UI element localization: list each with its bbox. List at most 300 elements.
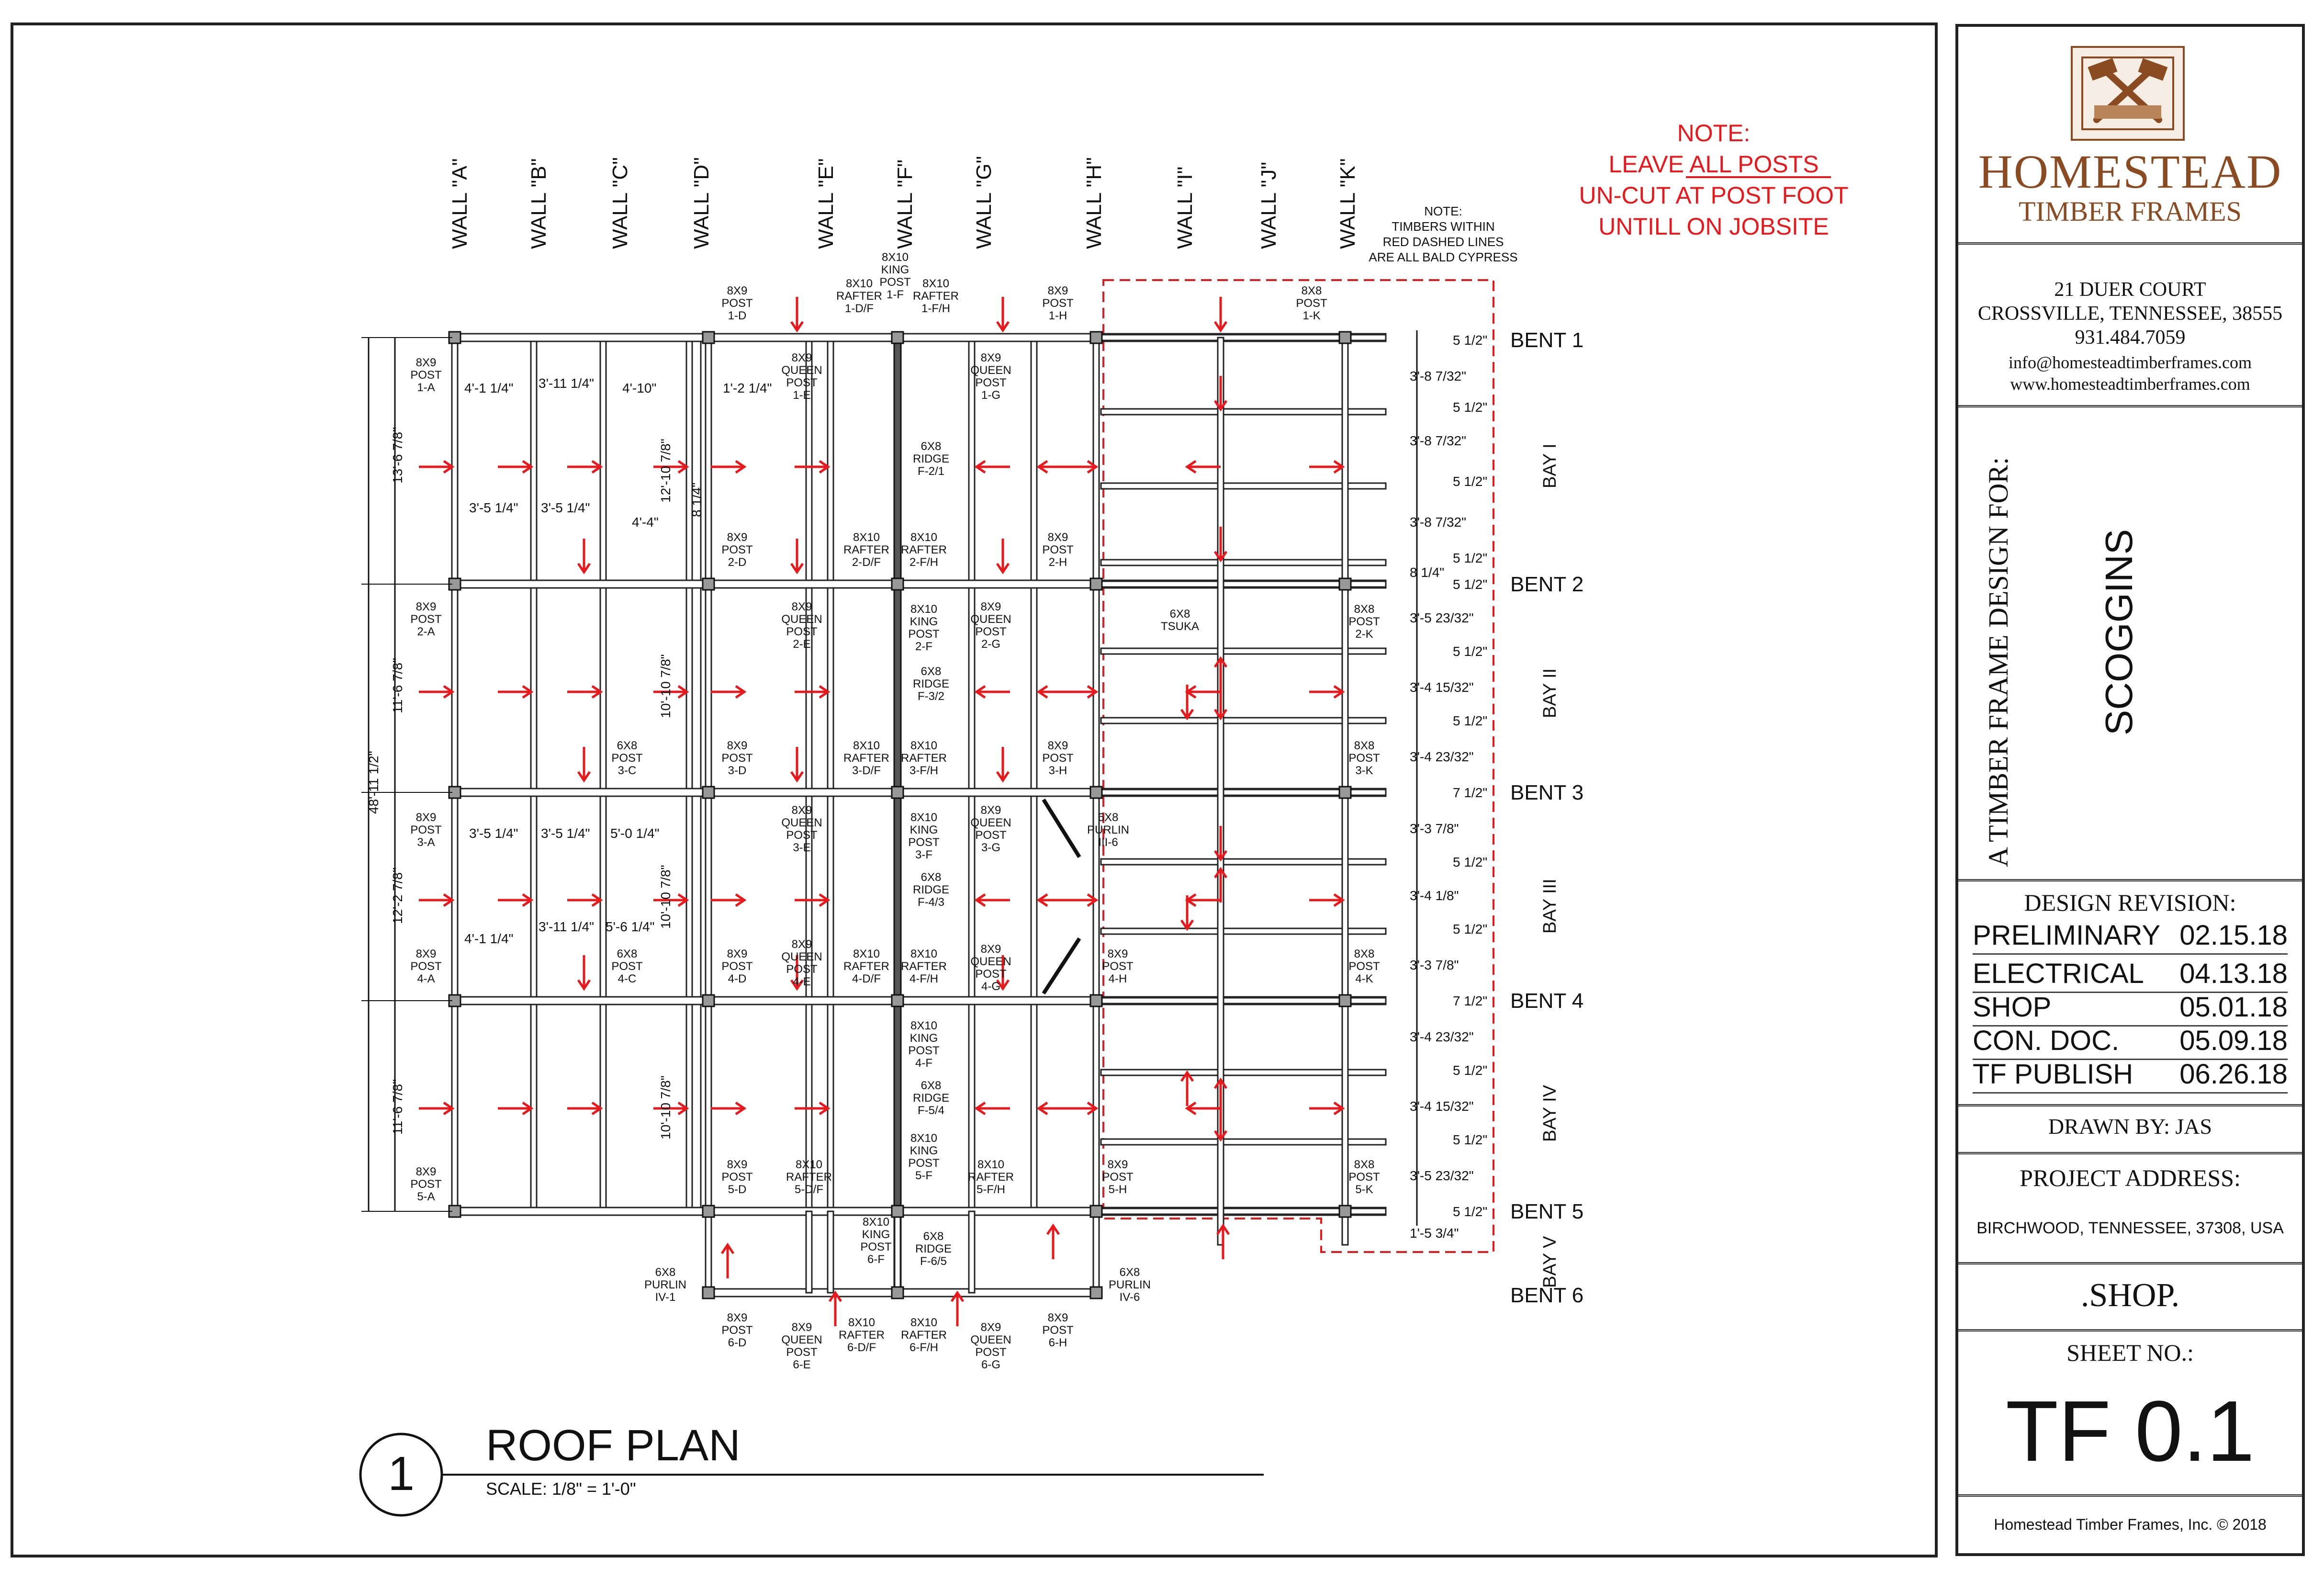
timber-label-line: 8X10: [910, 1132, 938, 1145]
wall-label-g: WALL "G": [972, 156, 996, 249]
timber-label-line: POST: [879, 276, 911, 289]
timber-label-line: 8X10: [910, 948, 938, 960]
top-dim: 3'-5 1/4": [541, 826, 590, 841]
timber-label-line: 8X9: [727, 284, 748, 297]
post-marker: [1090, 578, 1102, 590]
timber-label: [721, 1158, 753, 1196]
cypress-note-line1: NOTE:: [1424, 204, 1462, 218]
left-dim-1: 13'-6 7/8": [390, 427, 405, 484]
timber-label-line: 6X8: [617, 739, 638, 752]
timber-label-line: POST: [908, 836, 940, 849]
load-arrow: [977, 686, 1010, 698]
timber-label-line: RAFTER: [901, 960, 947, 973]
purlin: [706, 338, 711, 1211]
top-dim: 1'-2 1/4": [723, 381, 772, 395]
load-arrow: [419, 461, 452, 473]
bent-label-6: BENT 6: [1510, 1284, 1584, 1307]
timber-label: [901, 948, 947, 985]
right-dim: 1'-5 3/4": [1410, 1226, 1459, 1241]
timber-label-line: 8X10: [853, 739, 880, 752]
timber-label: [721, 948, 753, 985]
load-arrow: [1181, 1072, 1193, 1106]
top-dim: 3'-5 1/4": [541, 500, 590, 515]
timber-label: [908, 603, 940, 653]
right-dim: 7 1/2": [1453, 993, 1488, 1008]
load-arrow: [419, 894, 452, 906]
timber-label-line: POST: [786, 376, 818, 389]
timber-label-line: 3-H: [1048, 764, 1067, 777]
cypress-note-line2: TIMBERS WITHIN: [1392, 219, 1495, 234]
timber-label-line: 6X8: [1169, 608, 1190, 621]
timber-label-line: QUEEN: [970, 816, 1011, 829]
revision-label: PRELIMINARY: [1973, 920, 2161, 951]
homestead-logo: [2071, 46, 2185, 141]
bay-label-2: BAY II: [1540, 668, 1560, 718]
post-marker: [1090, 787, 1102, 798]
purlin: [969, 1211, 975, 1293]
timber-label-line: 1-F/H: [921, 302, 950, 315]
timber-label-line: PURLIN: [1087, 824, 1130, 836]
right-dim: 3'-5 23/32": [1410, 1168, 1474, 1183]
timber-label: [901, 531, 947, 569]
wall-label-a: WALL "A": [448, 158, 472, 249]
right-dim: 7 1/2": [1453, 785, 1488, 800]
timber-label-line: RAFTER: [843, 960, 889, 973]
timber-label-line: 8X9: [415, 811, 437, 824]
timber-label-line: 5-D/F: [795, 1183, 823, 1196]
load-arrow: [498, 894, 531, 906]
website: www.homesteadtimberframes.com: [2010, 374, 2250, 394]
timber-label-line: 5-K: [1355, 1183, 1373, 1196]
address-line1: 21 DUER COURT: [2054, 279, 2206, 301]
timber-label-line: 2-G: [981, 638, 1001, 651]
timber-label-line: 8X9: [1107, 948, 1128, 960]
timber-label-line: KING: [909, 824, 938, 836]
timber-label-line: 6-H: [1048, 1336, 1067, 1349]
timber-label-line: POST: [786, 829, 818, 842]
timber-label-line: QUEEN: [781, 816, 822, 829]
timber-label-line: POST: [908, 628, 940, 641]
load-arrow: [1063, 686, 1096, 698]
client-name: SCOGGINS: [2098, 529, 2140, 735]
load-arrow: [711, 686, 744, 698]
timber-label-line: KING: [909, 1032, 938, 1045]
top-dim: 3'-11 1/4": [539, 376, 594, 391]
post-note: [1579, 120, 1848, 240]
top-dim: 8 1/4": [689, 482, 704, 517]
load-arrow: [1309, 1103, 1343, 1114]
timber-label-line: POST: [860, 1241, 892, 1253]
timber-label-line: 6X8: [1098, 811, 1119, 824]
sheet-no-label: SHEET NO.:: [2066, 1339, 2194, 1366]
top-dim: 4'-1 1/4": [464, 381, 514, 395]
post-marker: [703, 332, 714, 343]
top-dim: 4'-10": [622, 381, 657, 395]
timber-label-line: 2-H: [1048, 556, 1067, 569]
timber-label-line: 8X9: [791, 600, 812, 613]
timber-label-line: 8X9: [1047, 284, 1068, 297]
post-marker: [1090, 1287, 1102, 1298]
revision-row: [1973, 958, 2288, 993]
timber-label-line: 3-C: [617, 764, 637, 777]
timber-label: [1348, 948, 1380, 985]
left-dim-4: 11'-6 7/8": [390, 1079, 405, 1135]
timber-label-line: QUEEN: [970, 955, 1011, 968]
right-dimension-texts: [1410, 333, 1487, 1241]
timber-label-line: QUEEN: [781, 950, 822, 963]
timber-label-line: QUEEN: [781, 1333, 822, 1346]
timber-label: [410, 811, 442, 849]
timber-label: [1348, 1158, 1380, 1196]
purlin: [895, 1211, 900, 1293]
revision-date: 05.01.18: [2179, 992, 2288, 1023]
post-note-line4: UNTILL ON JOBSITE: [1598, 213, 1829, 240]
timber-label-line: 4-C: [617, 972, 637, 985]
revision-row: [1973, 992, 2288, 1027]
timber-label-line: RAFTER: [901, 543, 947, 556]
timber-label-line: 3-D: [728, 764, 747, 777]
revision-date: 02.15.18: [2179, 920, 2288, 951]
timber-label: [901, 1316, 947, 1354]
load-arrow: [1215, 297, 1226, 330]
post-marker: [703, 578, 714, 590]
timber-label-line: 8X9: [980, 600, 1001, 613]
timber-label-line: 6-D/F: [847, 1341, 876, 1354]
load-arrow: [997, 297, 1009, 330]
timber-label-line: 1-E: [793, 389, 811, 402]
revision-date: 06.26.18: [2179, 1059, 2288, 1090]
timber-label-line: 1-K: [1302, 309, 1321, 322]
wall-label-j: WALL "J": [1257, 161, 1280, 249]
timber-label-line: 8X10: [848, 1316, 876, 1329]
load-arrow: [567, 1103, 601, 1114]
timber-label: [1102, 948, 1134, 985]
post-marker: [892, 578, 903, 590]
timber-label-line: 3-F/H: [909, 764, 938, 777]
load-arrow: [1063, 894, 1096, 906]
inner-dim-3: 10'-10 7/8": [658, 865, 673, 929]
load-arrow: [977, 894, 1010, 906]
timber-label: [410, 356, 442, 394]
timber-label-line: 4-G: [981, 980, 1001, 993]
timber-label-line: 8X8: [1354, 1158, 1375, 1171]
wall-label-e: WALL "E": [814, 158, 838, 249]
purlin: [686, 338, 692, 1211]
timber-label-line: 6-F: [867, 1253, 885, 1266]
purlin: [452, 338, 458, 1211]
right-dim: 5 1/2": [1453, 474, 1488, 489]
timber-label-line: 2-F/H: [909, 556, 938, 569]
timber-label-line: POST: [975, 625, 1007, 638]
bay-label-3: BAY III: [1540, 879, 1560, 934]
timber-label-line: IV-1: [655, 1291, 676, 1304]
timber-label: [1348, 739, 1380, 777]
timber-label: [1348, 603, 1380, 641]
timber-label-line: 5-A: [417, 1190, 435, 1203]
load-arrow: [1187, 894, 1221, 906]
timber-label: [410, 948, 442, 985]
timber-label-line: 6-E: [793, 1358, 811, 1371]
timber-label-line: RIDGE: [912, 452, 950, 465]
post-marker: [703, 787, 714, 798]
load-arrow: [997, 539, 1009, 572]
timber-label-line: 2-K: [1355, 628, 1373, 641]
post-marker: [703, 995, 714, 1006]
timber-label: [410, 1165, 442, 1203]
timber-label: [644, 1266, 686, 1304]
timber-label-line: POST: [1348, 615, 1380, 628]
bent-label-4: BENT 4: [1510, 989, 1584, 1013]
timber-label-line: 8X9: [727, 1158, 748, 1171]
timber-label-line: 8X10: [910, 1316, 938, 1329]
timber-label: [1296, 284, 1327, 322]
timber-label-line: 8X10: [910, 1019, 938, 1032]
revision-row: [1973, 1059, 2288, 1094]
wall-label-h: WALL "H": [1082, 157, 1106, 249]
project-address-label: PROJECT ADDRESS:: [2020, 1164, 2241, 1191]
timber-label-line: 1-A: [417, 381, 435, 394]
post-marker: [1339, 578, 1351, 590]
timber-label-line: 8X9: [980, 804, 1001, 817]
plan-title-text: ROOF PLAN: [486, 1421, 741, 1470]
timber-label-line: 2-A: [417, 625, 435, 638]
purlin: [828, 1211, 833, 1293]
wall-label-i: WALL "I": [1173, 166, 1197, 249]
timber-label-line: 1-H: [1048, 309, 1067, 322]
load-arrow: [1309, 894, 1343, 906]
timber-label-line: 2-D: [728, 556, 747, 569]
timber-label-line: 8X8: [1354, 739, 1375, 752]
right-dim: 3'-4 15/32": [1410, 1099, 1474, 1114]
timber-label-line: POST: [410, 960, 442, 973]
timber-label-line: 8X8: [1354, 948, 1375, 960]
timber-label-line: POST: [611, 960, 643, 973]
wall-label-b: WALL "B": [527, 158, 550, 249]
timber-label-line: PURLIN: [644, 1278, 687, 1291]
timber-label-line: 8X9: [415, 600, 437, 613]
timber-label-line: 8X8: [1354, 603, 1375, 616]
load-arrow: [711, 461, 744, 473]
wall-label-f: WALL "F": [893, 159, 917, 249]
load-arrow: [1187, 461, 1221, 473]
timber-label-line: RAFTER: [843, 543, 889, 556]
load-arrow: [1215, 527, 1226, 560]
timber-label-line: F-5/4: [917, 1104, 945, 1117]
timber-label-line: POST: [410, 1178, 442, 1191]
post-marker: [703, 1287, 714, 1298]
timber-label-line: 1-D/F: [845, 302, 874, 315]
timber-label: [786, 1158, 832, 1196]
right-dim: 8 1/4": [1410, 565, 1445, 580]
timber-label-line: KING: [909, 1144, 938, 1157]
cypress-note-line4: ARE ALL BALD CYPRESS: [1369, 250, 1518, 264]
load-arrow: [578, 539, 590, 572]
dimension-lines: [361, 330, 1417, 1226]
timber-label-line: POST: [410, 824, 442, 836]
timber-label-line: 3-D/F: [852, 764, 881, 777]
timber-label: [611, 739, 643, 777]
right-dim: 5 1/2": [1453, 577, 1488, 592]
purlin: [828, 338, 833, 1211]
timber-label-line: POST: [721, 543, 753, 556]
right-dim: 5 1/2": [1453, 713, 1488, 728]
timber-label-line: 8X10: [845, 277, 873, 290]
timber-label-line: POST: [721, 1324, 753, 1337]
phase: .SHOP.: [2080, 1277, 2180, 1314]
load-arrow: [1063, 1103, 1096, 1114]
right-dim: 3'-3 7/8": [1410, 821, 1459, 836]
purlin: [1031, 338, 1037, 1211]
bay-label-4: BAY IV: [1540, 1085, 1560, 1142]
timber-label-line: 6X8: [921, 665, 942, 678]
timber-label-line: POST: [1102, 960, 1134, 973]
timber-label-line: 1-F: [887, 288, 904, 301]
load-arrow: [977, 461, 1010, 473]
timber-label-line: 2-E: [793, 638, 811, 651]
timber-label-line: III-6: [1098, 836, 1118, 849]
timber-label-line: 2-F: [915, 640, 932, 653]
timber-label: [721, 739, 753, 777]
timber-label-line: POST: [1348, 752, 1380, 765]
bay-label-5: BAY V: [1540, 1236, 1560, 1288]
timber-label-line: 6X8: [1119, 1266, 1140, 1279]
timber-label-line: 8X9: [1107, 1158, 1128, 1171]
timber-label-line: QUEEN: [970, 1333, 1011, 1346]
post-note-line2: LEAVE ALL POSTS: [1608, 151, 1819, 178]
timber-label-line: POST: [786, 625, 818, 638]
revision-date: 04.13.18: [2179, 958, 2288, 989]
timber-label-line: 6-F/H: [909, 1341, 938, 1354]
timber-label-line: 8X10: [910, 811, 938, 824]
brace: [1044, 938, 1079, 993]
timber-label: [839, 1316, 885, 1354]
timber-label-line: 4-D/F: [852, 972, 881, 985]
timber-label-line: 6X8: [921, 440, 942, 453]
timber-label-line: 8X9: [415, 356, 437, 369]
post-marker: [892, 787, 903, 798]
inner-dim-4: 10'-10 7/8": [658, 1075, 673, 1140]
bent-label-2: BENT 2: [1510, 573, 1584, 596]
right-dim: 5 1/2": [1453, 551, 1488, 565]
title-block: [1955, 24, 2305, 1556]
timber-label-line: RIDGE: [915, 1242, 952, 1255]
timber-label: [1102, 1158, 1134, 1196]
right-dim: 3'-8 7/32": [1410, 433, 1467, 448]
timber-label: [1161, 608, 1199, 633]
load-arrow: [977, 1103, 1010, 1114]
post-note-line3: UN-CUT AT POST FOOT: [1579, 182, 1849, 209]
purlin: [806, 1211, 812, 1293]
purlin: [706, 1211, 711, 1293]
timber-label: [721, 284, 753, 322]
timber-label-line: POST: [908, 1157, 940, 1170]
timber-label-line: 3-F: [915, 848, 932, 861]
timber-label-line: 5-H: [1108, 1183, 1127, 1196]
ridge-beam: [894, 338, 901, 1293]
timber-label-line: 8X9: [980, 943, 1001, 956]
company-subname: TIMBER FRAMES: [2019, 196, 2242, 227]
timber-label-line: POST: [1042, 297, 1074, 310]
right-dim: 5 1/2": [1453, 1063, 1488, 1078]
timber-label: [913, 440, 949, 478]
load-arrow: [567, 686, 601, 698]
timber-label-line: RAFTER: [836, 290, 882, 303]
post-marker: [1090, 995, 1102, 1006]
timber-label: [970, 351, 1011, 402]
load-arrow: [578, 955, 590, 989]
load-arrow: [791, 297, 803, 330]
post-marker: [1090, 332, 1102, 343]
timber-label-line: 1-G: [981, 389, 1001, 402]
timber-label: [970, 1321, 1011, 1371]
timber-label-line: 8X9: [415, 948, 437, 960]
wall-label-c: WALL "C": [608, 157, 632, 249]
timber-label-line: RAFTER: [839, 1329, 885, 1342]
timber-label-line: PURLIN: [1108, 1278, 1151, 1291]
bent-label-3: BENT 3: [1510, 781, 1584, 804]
timber-label: [721, 1311, 753, 1349]
timber-label-line: 6X8: [617, 948, 638, 960]
load-arrow: [1187, 1103, 1221, 1114]
right-dim: 5 1/2": [1453, 922, 1488, 937]
load-arrow: [498, 1103, 531, 1114]
timber-label-line: 3-G: [981, 841, 1001, 854]
brace: [1044, 800, 1079, 857]
timber-label-line: KING: [909, 615, 938, 628]
load-arrow: [1309, 686, 1343, 698]
load-arrow: [498, 686, 531, 698]
timber-label-line: POST: [1348, 1171, 1380, 1184]
timber-label-line: 8X10: [853, 948, 880, 960]
left-dim-2: 11'-6 7/8": [390, 658, 405, 713]
timber-label-line: F-3/2: [917, 690, 945, 703]
timber-label-line: POST: [1102, 1171, 1134, 1184]
timber-label-line: 8X10: [795, 1158, 823, 1171]
timber-label-line: POST: [1042, 752, 1074, 765]
timber-label: [913, 871, 949, 909]
load-arrow: [1215, 826, 1226, 859]
wall-label-d: WALL "D": [690, 157, 713, 249]
timber-label-line: POST: [721, 752, 753, 765]
timber-label-line: POST: [1296, 297, 1327, 310]
post-marker: [892, 332, 903, 343]
load-arrow: [711, 894, 744, 906]
timber-label: [611, 948, 643, 985]
timber-label-line: 8X9: [415, 1165, 437, 1178]
load-arrow: [578, 747, 590, 780]
plan-number: 1: [388, 1447, 415, 1501]
timber-label-line: 8X10: [977, 1158, 1005, 1171]
post-marker: [1339, 1206, 1351, 1217]
post-marker: [892, 1287, 903, 1298]
timber-label-line: 6-G: [981, 1358, 1001, 1371]
project-address: BIRCHWOOD, TENNESSEE, 37308, USA: [1976, 1219, 2284, 1237]
top-dim: 5'-0 1/4": [610, 826, 660, 841]
address-line2: CROSSVILLE, TENNESSEE, 38555: [1977, 303, 2283, 325]
timber-label-line: 4-A: [417, 972, 435, 985]
timber-label-line: POST: [721, 1171, 753, 1184]
right-dim: 5 1/2": [1453, 1132, 1488, 1147]
timber-label: [836, 277, 882, 315]
timber-label-line: 8X9: [727, 531, 748, 544]
timber-label-line: 8X9: [1047, 1311, 1068, 1324]
load-arrow: [711, 1103, 744, 1114]
timber-label-line: POST: [786, 963, 818, 976]
timber-label: [970, 600, 1011, 651]
timber-label: [908, 811, 940, 861]
timber-label-line: 6X8: [921, 1079, 942, 1092]
top-dim: 4'-4": [632, 515, 659, 530]
